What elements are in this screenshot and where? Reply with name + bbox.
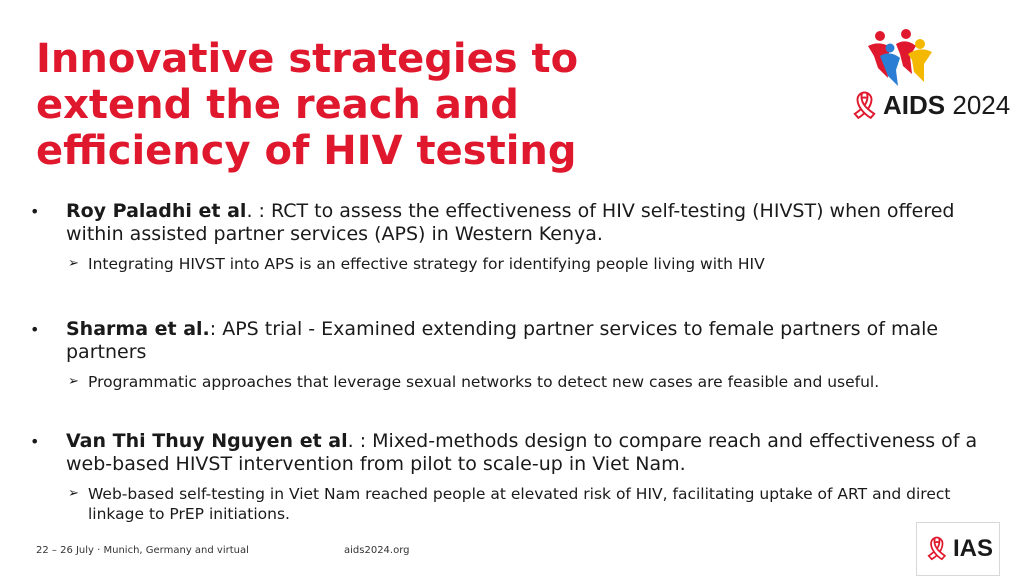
aids-word: AIDS (883, 90, 946, 120)
ias-wordmark: IAS (952, 535, 993, 562)
people-figures-icon (858, 28, 938, 88)
bullet-list (30, 200, 990, 524)
aids-2024-wordmark (848, 90, 1010, 121)
sub-bullet-item (68, 254, 990, 274)
bullet-author: Roy Paladhi et al (66, 200, 247, 222)
sub-bullet-item (68, 484, 990, 524)
bullet-author: Sharma et al. (66, 318, 210, 340)
sub-bullet-text: Integrating HIVST into APS is an effective strategy for identifying people living with HIV (88, 255, 765, 273)
bullet-item (30, 430, 990, 476)
footer-dates: 22 – 26 July · Munich, Germany and virtual (36, 545, 249, 556)
bullet-text: : APS trial - Examined extending partner services to female partners of male partners (66, 318, 939, 363)
slide-title: Innovative strategies to extend the reach and efficiency of HIV testing (36, 36, 579, 174)
bullet-text: . : Mixed-methods design to compare reach and effectiveness of a web-based HIVST intervention from pilot to scale-up in Viet Nam. (66, 430, 978, 475)
sub-bullet-text: Programmatic approaches that leverage sexual networks to detect new cases are feasible and useful. (88, 373, 880, 391)
aids-year: 2024 (952, 90, 1011, 120)
red-ribbon-icon: 🎗︎ (923, 536, 951, 562)
bullet-dot-icon: • (30, 432, 40, 451)
ias-logo (916, 522, 1000, 576)
sub-bullet-text: Web-based self-testing in Viet Nam reached people at elevated risk of HIV, facilitating uptake of ART and direct linkage to PrEP initiations. (88, 485, 951, 523)
arrow-bullet-icon: ➢ (68, 486, 79, 501)
bullet-dot-icon: • (30, 320, 40, 339)
sub-bullet-item (68, 372, 990, 392)
aids-2024-logo (838, 28, 1011, 124)
footer-url: aids2024.org (344, 545, 410, 556)
bullet-text: . : RCT to assess the effectiveness of HIV self-testing (HIVST) when offered within assisted partner services (APS) in Western Kenya. (66, 200, 955, 245)
arrow-bullet-icon: ➢ (68, 256, 79, 271)
arrow-bullet-icon: ➢ (68, 374, 79, 389)
bullet-dot-icon: • (30, 202, 40, 221)
red-ribbon-icon: 🎗︎ (848, 90, 882, 120)
bullet-item (30, 318, 990, 364)
bullet-item (30, 200, 990, 246)
bullet-author: Van Thi Thuy Nguyen et al (66, 430, 348, 452)
